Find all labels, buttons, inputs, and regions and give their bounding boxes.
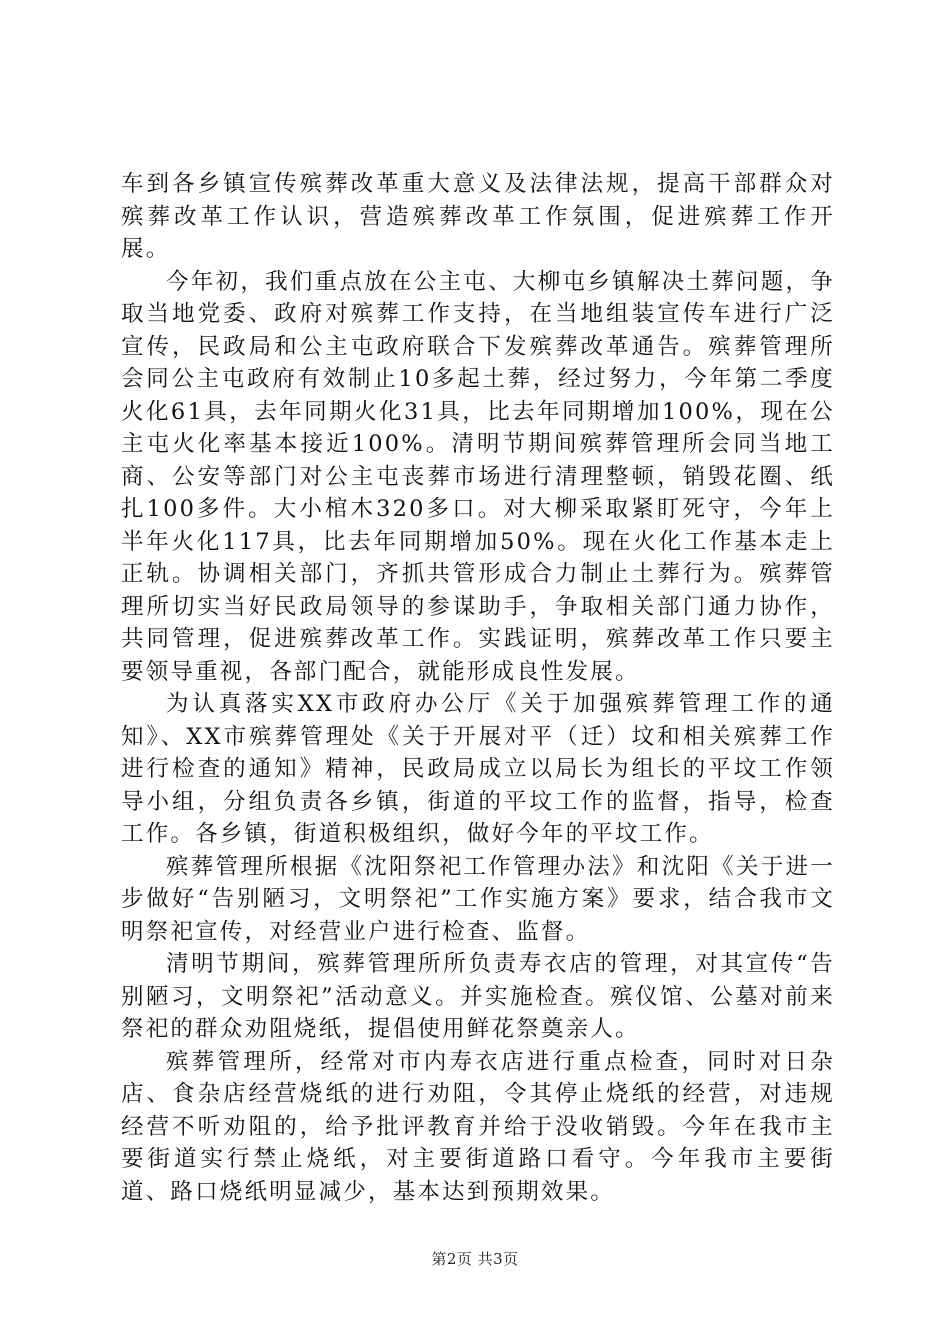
document-body (121, 168, 835, 1208)
paragraph-1: 车到各乡镇宣传殡葬改革重大意义及法律法规，提高干部群众对殡葬改革工作认识，营造殡葬改革工作氛围，促进殡葬工作开展。 (121, 171, 835, 262)
paragraph-5: 清明节期间，殡葬管理所所负责寿衣店的管理，对其宣传“告别陋习，文明祭祀”活动意义。并实施检查。殡仪馆、公墓对前来祭祀的群众劝阻烧纸，提倡使用鲜花祭奠亲人。 (121, 951, 835, 1042)
paragraph-3: 为认真落实XX市政府办公厅《关于加强殡葬管理工作的通知》、XX市殡葬管理处《关于开展对平（迁）坟和相关殡葬工作进行检查的通知》精神，民政局成立以局长为组长的平坟工作领导小组，分组负责各乡镇，街道的平坟工作的监督，指导，检查工作。各乡镇，街道积极组织，做好今年的平坟工作。 (121, 691, 835, 847)
paragraph-6: 殡葬管理所，经常对市内寿衣店进行重点检查，同时对日杂店、食杂店经营烧纸的进行劝阻，令其停止烧纸的经营，对违规经营不听劝阻的，给予批评教育并给于没收销毁。今年在我市主要街道实行禁止烧纸，对主要街道路口看守。今年我市主要街道、路口烧纸明显减少，基本达到预期效果。 (121, 1048, 835, 1205)
page-number-footer: 第2页 共3页 (431, 1250, 519, 1268)
paragraph-2: 今年初，我们重点放在公主屯、大柳屯乡镇解决土葬问题，争取当地党委、政府对殡葬工作支持，在当地组装宣传车进行广泛宣传，民政局和公主屯政府联合下发殡葬改革通告。殡葬管理所会同公主屯政府有效制止10多起土葬，经过努力，今年第二季度火化61具，去年同期火化31具，比去年同期增加100%，现在公主屯火化率基本接近100%。清明节期间殡葬管理所会同当地工商、公安等部门对公主屯丧葬市场进行清理整顿，销毁花圈、纸扎100多件。大小棺木320多口。对大柳采取紧盯死守，今年上半年火化117具，比去年同期增加50%。现在火化工作基本走上正轨。协调相关部门，齐抓共管形成合力制止土葬行为。殡葬管理所切实当好民政局领导的参谋助手，争取相关部门通力协作，共同管理，促进殡葬改革工作。实践证明，殡葬改革工作只要主要领导重视，各部门配合，就能形成良性发展。 (121, 268, 835, 685)
paragraph-4: 殡葬管理所根据《沈阳祭祀工作管理办法》和沈阳《关于进一步做好“告别陋习，文明祭祀”工作实施方案》要求，结合我市文明祭祀宣传，对经营业户进行检查、监督。 (121, 853, 835, 945)
